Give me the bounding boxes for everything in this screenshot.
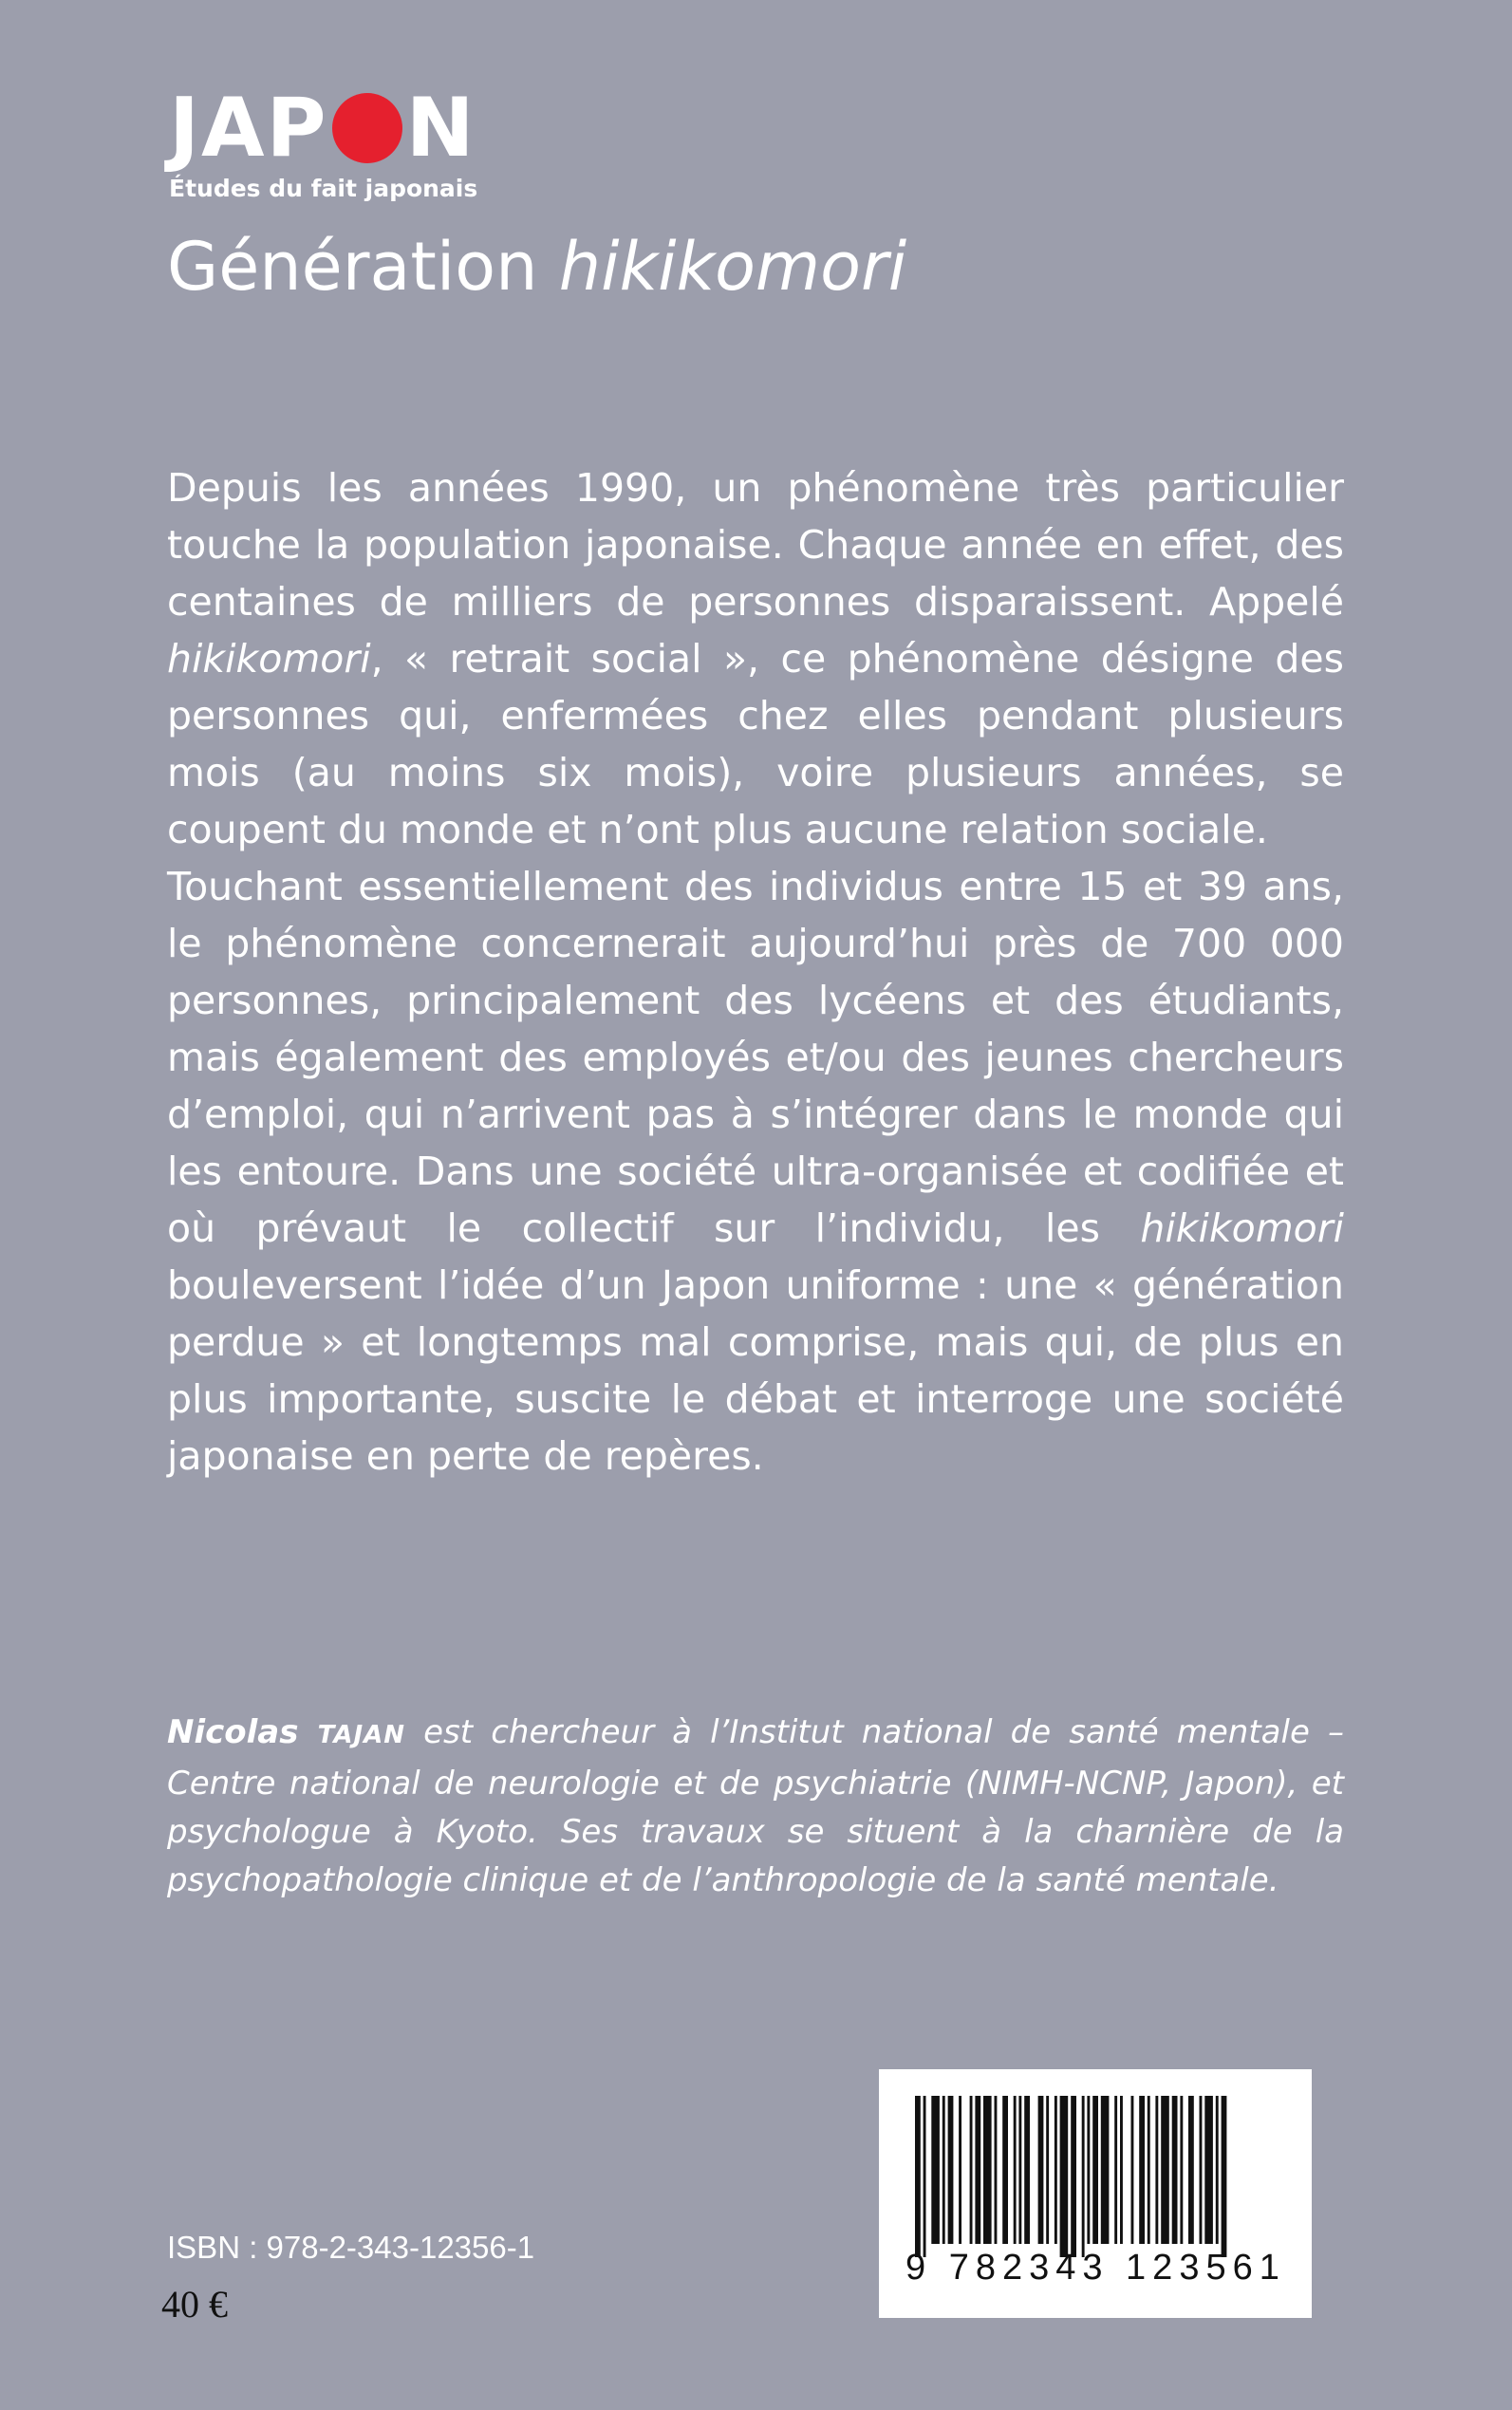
barcode-digits: 9 782343 123561	[905, 2248, 1286, 2288]
barcode-bar	[959, 2096, 961, 2244]
barcode	[879, 2069, 1312, 2318]
book-title-plain: Génération	[167, 228, 559, 306]
author-first-name: Nicolas	[167, 1713, 318, 1751]
barcode-bar	[948, 2096, 954, 2244]
barcode-bar	[1120, 2096, 1123, 2244]
barcode-bar	[924, 2096, 926, 2257]
description-term: hikikomori	[167, 636, 371, 682]
isbn: ISBN : 978-2-343-12356-1	[167, 2230, 535, 2265]
barcode-bar	[970, 2096, 973, 2244]
barcode-bar	[1139, 2096, 1145, 2244]
red-sun-icon	[332, 93, 402, 163]
barcode-bar	[1018, 2096, 1021, 2244]
barcode-bar	[1180, 2096, 1183, 2244]
barcode-bar	[1082, 2096, 1085, 2257]
barcode-bar	[1092, 2096, 1098, 2244]
barcode-bar	[1161, 2096, 1169, 2244]
barcode-bar	[1071, 2096, 1076, 2257]
description-text: , « retrait social », ce phénomène désigne des personnes qui, enfermées chez elles pendant plusieurs mois (au moins six mois), voire plusieurs années, se coupent du monde et n’ont plus aucune relation sociale.	[167, 636, 1344, 852]
author-bio	[167, 1709, 1344, 1905]
barcode-bar	[1024, 2096, 1030, 2244]
barcode-bar	[915, 2096, 921, 2257]
barcode-bar	[931, 2096, 940, 2244]
logo-wordmark	[169, 81, 477, 176]
barcode-bar	[943, 2096, 945, 2244]
book-title	[167, 228, 906, 306]
barcode-bar	[983, 2096, 992, 2244]
description-term: hikikomori	[1140, 1205, 1344, 1251]
description-text: Touchant essentiellement des individus entre 15 et 39 ans, le phénomène concernerait aujourd’hui près de 700 000 personnes, principalement des lycéens et des étudiants, mais également des employés et/ou des jeunes chercheurs d’emploi, qui n’arrivent pas à s’intégrer dans le monde qui les entoure. Dans une société ultra-organisée et codifiée et où prévaut le collectif sur l’individu, les	[167, 864, 1344, 1251]
logo-word-right: N	[405, 81, 476, 176]
back-cover-description	[167, 459, 1344, 1485]
barcode-bar	[1087, 2096, 1090, 2244]
author-bio-text: est chercheur à l’Institut national de santé mentale – Centre national de neurologie et de psychiatrie (NIMH-NCNP, Japon), et psychologue à Kyoto. Ses travaux se situent à la charnière de la psychopathologie clinique et de l’anthropologie de la santé mentale.	[167, 1713, 1344, 1899]
barcode-bar	[1222, 2096, 1227, 2257]
price: 40 €	[161, 2283, 228, 2326]
barcode-bar	[1148, 2096, 1150, 2244]
barcode-bar	[975, 2096, 980, 2244]
description-paragraph-1	[167, 459, 1344, 858]
description-text: bouleversent l’idée d’un Japon uniforme : une « génération perdue » et longtemps mal comprise, mais qui, de plus en plus importante, suscite le débat et interroge une société japonaise en perte de repères.	[167, 1262, 1344, 1479]
barcode-bar	[1060, 2096, 1069, 2257]
barcode-bar	[1131, 2096, 1134, 2244]
book-title-italic: hikikomori	[558, 228, 907, 306]
barcode-bar	[1038, 2096, 1044, 2244]
barcode-bar	[1200, 2096, 1203, 2244]
description-text: Depuis les années 1990, un phénomène très particulier touche la population japonaise. Chaque année en effet, des centaines de milliers de personnes disparaissent. Appelé	[167, 465, 1344, 625]
barcode-bar	[1002, 2096, 1008, 2244]
barcode-bar	[1204, 2096, 1213, 2244]
barcode-bar	[1172, 2096, 1178, 2244]
author-name	[167, 1713, 405, 1751]
logo-word-left: JAP	[169, 81, 328, 176]
barcode-bar	[1046, 2096, 1049, 2244]
barcode-bar	[995, 2096, 998, 2244]
series-subtitle: Études du fait japonais	[169, 175, 478, 202]
series-logo	[169, 81, 478, 202]
barcode-bar	[1216, 2096, 1219, 2244]
barcode-bar	[1114, 2096, 1117, 2244]
description-paragraph-2	[167, 858, 1344, 1485]
barcode-bar	[1188, 2096, 1194, 2244]
barcode-bar	[1101, 2096, 1110, 2244]
barcode-bar	[1055, 2096, 1057, 2244]
barcode-bar	[1155, 2096, 1158, 2244]
author-last-name: TAJAN	[317, 1721, 406, 1749]
barcode-bar	[1014, 2096, 1017, 2244]
